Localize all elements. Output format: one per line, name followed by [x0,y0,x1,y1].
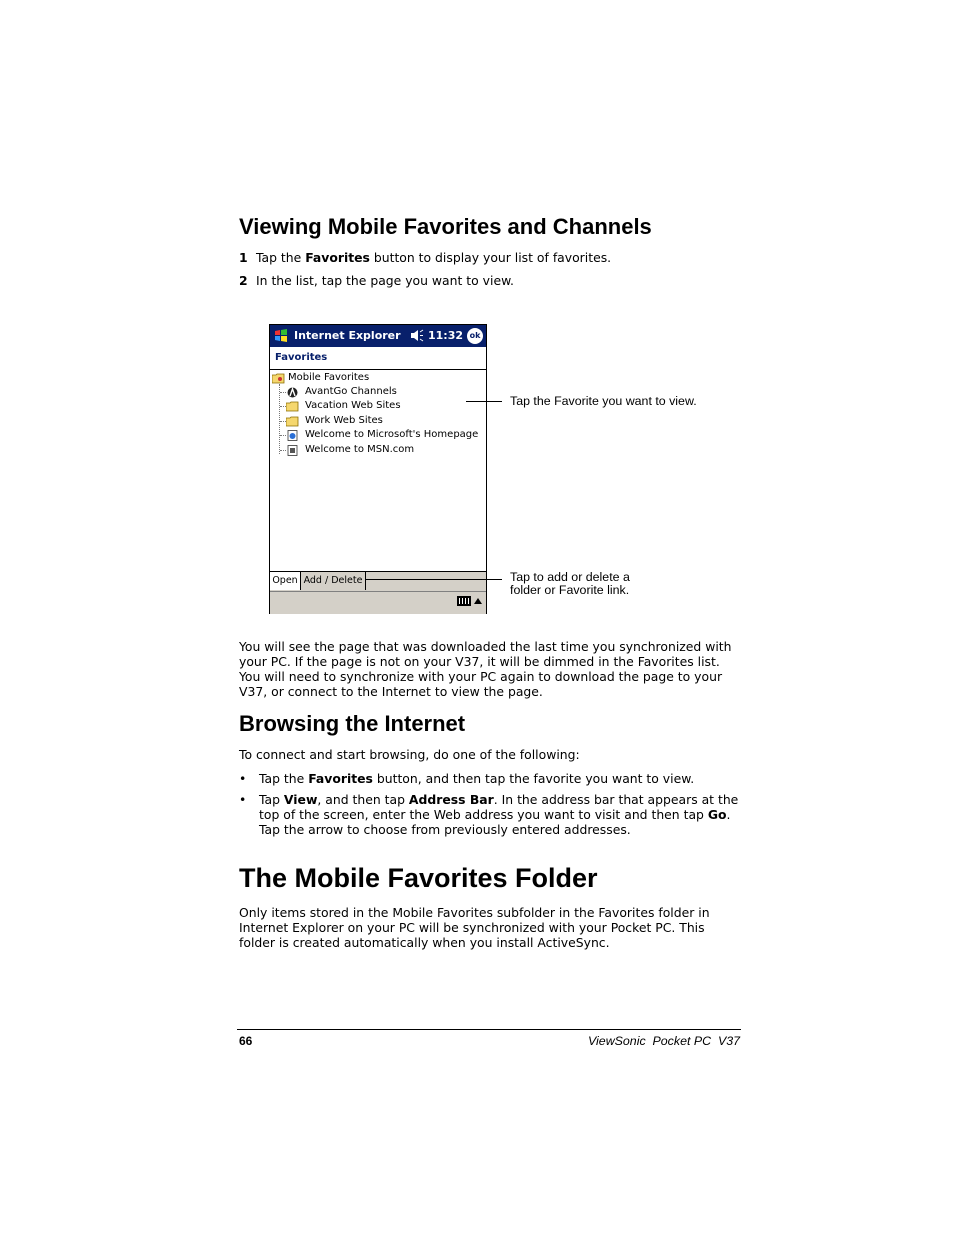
tree-item-label: Work Web Sites [305,415,383,426]
bullet-bold-address-bar: Address Bar [408,792,494,807]
footer-rule [237,1029,741,1030]
step-number: 2 [239,273,248,288]
tab-open[interactable]: Open [270,572,301,590]
bullet-bold-go: Go [707,807,727,822]
title-bar [270,325,486,347]
bullet-text-post: button, and then tap the favorite you want to view. [372,771,695,786]
tab-strip [270,571,486,591]
input-panel-arrow-icon[interactable] [474,598,482,604]
ok-button[interactable]: ok [467,328,483,344]
page-number: 66 [239,1034,253,1048]
bullet-bold-view: View [283,792,318,807]
bullet-text-bold: Favorites [308,771,373,786]
bullet-dot: • [239,771,247,786]
callout-add-delete [510,571,630,597]
step-text: In the list, tap the page you want to view. [256,273,515,288]
bullet-favorites [239,771,744,786]
bullet-dot: • [239,792,247,807]
tree-item-label: Welcome to MSN.com [305,444,415,455]
callout-leader-add-delete [366,579,502,580]
bullet-text-pre: Tap the [259,771,309,786]
tree-item-label: Vacation Web Sites [305,400,401,411]
tree-item-work-web-sites[interactable] [286,414,383,428]
keyboard-icon[interactable] [457,596,471,606]
tree-item-msn[interactable] [286,443,414,457]
favorites-folder-icon [272,373,285,384]
step-2 [239,273,514,288]
avantgo-icon [286,387,299,398]
web-page-icon [286,445,299,456]
callout-leader-favorite [466,401,502,402]
app-title: Internet Explorer [294,329,401,342]
pocket-pc-screen [269,324,487,614]
section-heading-viewing-favorites: Viewing Mobile Favorites and Channels [239,214,652,239]
footer-product: ViewSonic Pocket PC V37 [588,1034,740,1048]
tree-item-microsoft-homepage[interactable] [286,428,478,442]
step-number: 1 [239,250,248,265]
tree-connector [279,384,280,454]
clock[interactable]: 11:32 [428,329,464,342]
callout-favorite: Tap the Favorite you want to view. [510,394,697,408]
sync-paragraph: You will see the page that was downloaded the last time you synchronized with your PC. If the page is not on your V37, it will be dimmed in the Favorites list. You will need to synchronize with your PC again to download the page to your V37, or connect to the Internet to view the page. [239,639,732,699]
bullet-address-bar [239,792,744,837]
bullet-text-3: . In the address bar that appears at the top of the screen, enter the Web address you want to visit and then tap [259,792,739,822]
callout-line: Tap to add or delete a [510,570,630,584]
browsing-intro: To connect and start browsing, do one of the following: [239,747,580,762]
bullet-text-4: . Tap the arrow to choose from previously entered addresses. [259,807,731,837]
bullet-text [259,792,744,837]
section-heading-mobile-favorites-folder: The Mobile Favorites Folder [239,863,598,893]
bullet-text-1: Tap [259,792,284,807]
tree-item-label: Mobile Favorites [288,372,370,383]
step-text-bold: Favorites [305,250,370,265]
tab-add-delete[interactable]: Add / Delete [301,572,366,590]
header-divider [270,369,486,370]
folder-icon [286,401,299,412]
favorites-tree [270,371,486,571]
callout-line: folder or Favorite link. [510,583,630,597]
bullet-text [259,771,744,786]
tree-item-mobile-favorites[interactable] [272,371,369,385]
tree-item-label: Welcome to Microsoft's Homepage [305,429,479,440]
tree-item-label: AvantGo Channels [305,386,397,397]
folder-icon [286,416,299,427]
tree-item-vacation-web-sites[interactable] [286,399,401,413]
ie-page-icon [286,430,299,441]
mobile-favorites-paragraph: Only items stored in the Mobile Favorites subfolder in the Favorites folder in Internet Explorer on your PC will be synchronized with your Pocket PC. This folder is created automatically when you install ActiveSync. [239,905,710,950]
command-bar [270,591,486,614]
speaker-icon[interactable] [410,329,424,342]
step-1 [239,250,611,265]
step-text-post: button to display your list of favorites. [369,250,612,265]
step-text-pre: Tap the [256,250,306,265]
windows-start-icon[interactable] [273,328,289,344]
bullet-text-2: , and then tap [317,792,409,807]
favorites-header: Favorites [275,352,328,363]
tree-item-avantgo-channels[interactable] [286,385,397,399]
section-heading-browsing: Browsing the Internet [239,711,466,736]
